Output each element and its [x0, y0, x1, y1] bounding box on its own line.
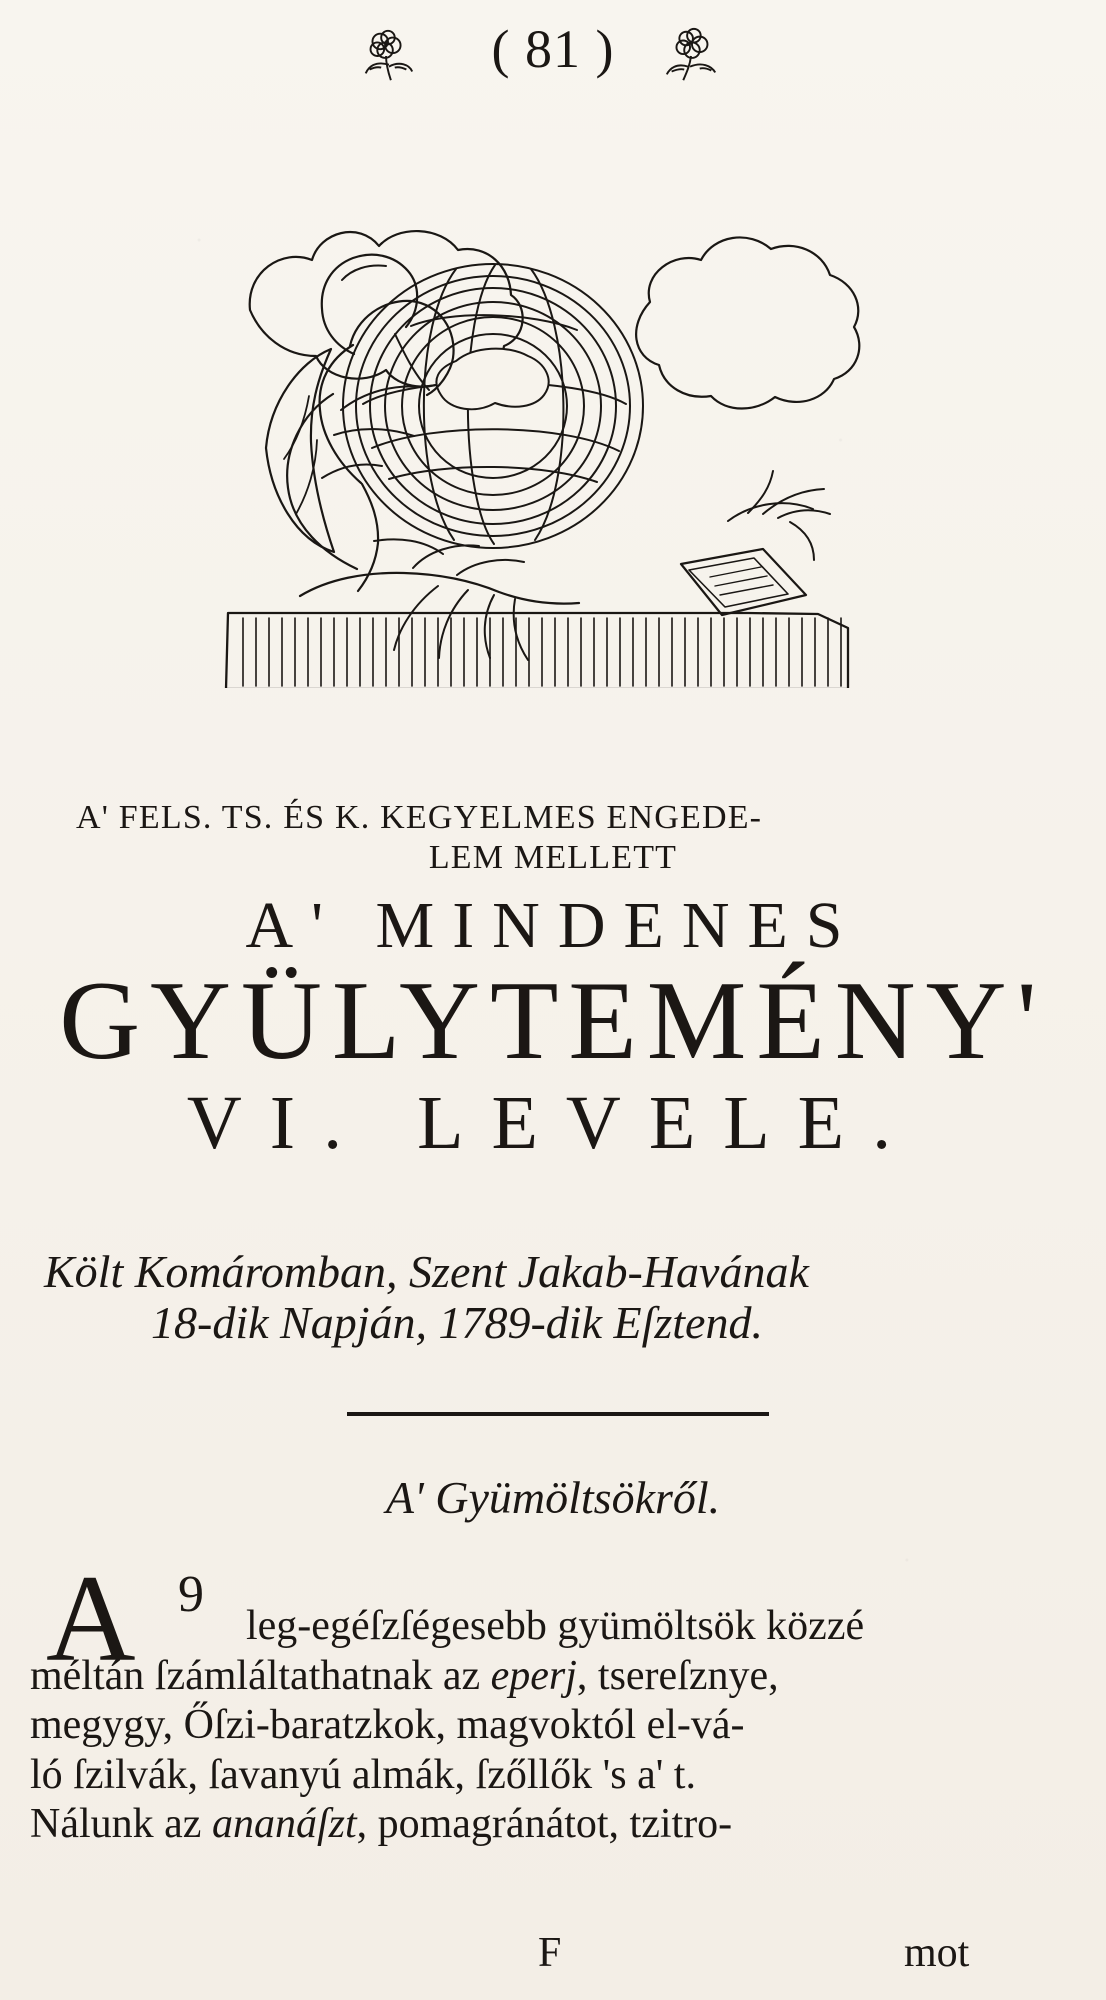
body-line-4: ló ſzilvák, ſavanyú almák, ſzőllők 's a' t. — [30, 1751, 696, 1798]
place-date-line-2: 18-dik Napján, 1789-dik Eſztend. — [151, 1296, 763, 1348]
body-line-1: leg-egéſzſégesebb gyümöltsök közzé — [246, 1603, 865, 1649]
page-number: ( 81 ) — [491, 19, 615, 79]
body-line-5 — [30, 1800, 1076, 1850]
page-footer — [0, 1932, 1106, 1984]
body-line-2-end: , tsereſznye, — [576, 1652, 779, 1699]
body-line-2 — [30, 1652, 1076, 1702]
catchword: mot — [904, 1930, 970, 1976]
body-line-3: megygy, Őſzi-baratzkok, magvoktól el-vá- — [30, 1702, 745, 1749]
page-header — [0, 14, 1106, 92]
cherub-with-globe-illustration — [208, 148, 874, 688]
flower-ornament-left-icon — [356, 24, 418, 86]
signature-mark: F — [538, 1930, 562, 1976]
place-date-line-1: Költ Komáromban, Szent Jakab-Havának — [44, 1246, 809, 1297]
title-line-5: VI. LEVELE. — [186, 1081, 920, 1166]
section-divider — [347, 1412, 769, 1416]
body-text-block — [30, 1550, 1076, 1850]
drop-cap-apostrophe: 9 — [178, 1566, 204, 1623]
title-line-2: LEM MELLETT — [428, 838, 678, 876]
title-line-3: A' MINDENES — [245, 889, 861, 963]
title-block — [0, 799, 1106, 1166]
body-line-5-italic: ananáſzt — [211, 1801, 357, 1848]
flower-ornament-right-icon — [660, 24, 722, 86]
body-line-2-italic: eperj — [490, 1652, 577, 1699]
body-line-2-start: méltán ſzámláltathatnak az — [30, 1652, 491, 1699]
main-title: GYÜLYTEMÉNY' — [59, 959, 1047, 1084]
body-line-5-start: Nálunk az — [30, 1801, 212, 1848]
title-line-1: A' FELS. TS. ÉS K. KEGYELMES ENGEDE- — [76, 799, 763, 836]
drop-cap: A — [46, 1550, 136, 1687]
section-title: A' Gyümöltsökről. — [385, 1472, 721, 1523]
place-date-block — [0, 1246, 1106, 1347]
body-line-5-end: , pomagránátot, tzitro- — [356, 1801, 733, 1848]
